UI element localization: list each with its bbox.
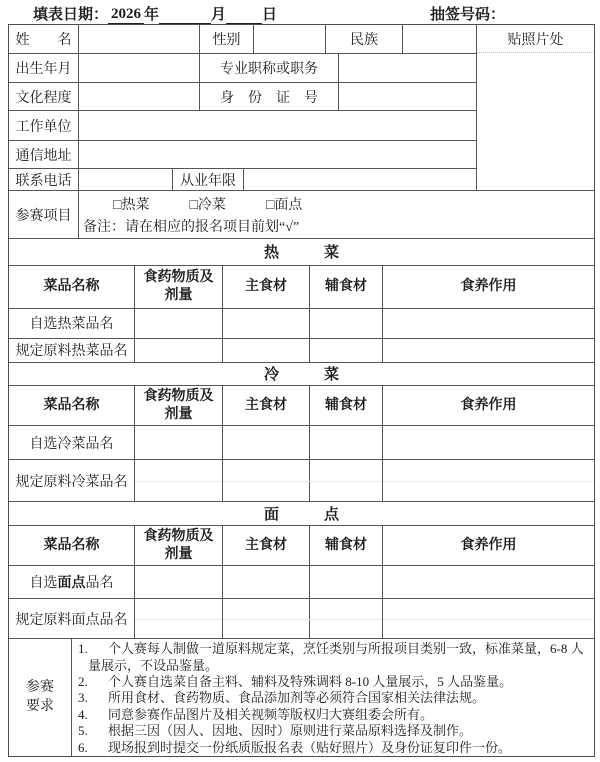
hot-self-aux-cell[interactable] — [310, 309, 383, 338]
cold-self-selected-label — [9, 426, 135, 459]
cold-col-aux-ingredient: 辅食材 — [310, 386, 383, 425]
hot-col-medicinal: 食药物质及剂量 — [135, 266, 223, 308]
photo-area-label: 贴照片处 — [477, 25, 594, 53]
row-phone — [9, 169, 476, 190]
checkbox-option-cold-dish[interactable]: □冷菜 — [189, 197, 226, 213]
label-seg: 自选 — [29, 576, 58, 592]
experience-input-cell[interactable] — [244, 169, 476, 190]
pastry-row-self-selected — [9, 566, 594, 599]
fill-date-year-value[interactable]: 2026 — [108, 6, 144, 24]
pastry-self-aux-cell[interactable] — [310, 566, 383, 598]
month-unit: 月 — [211, 7, 227, 23]
gender-label: 性别 — [200, 25, 254, 53]
hot-required-label — [9, 339, 135, 362]
hot-row-self-selected — [9, 309, 594, 339]
pastry-col-medicinal: 食药物质及剂量 — [135, 526, 223, 565]
row-employer — [9, 111, 476, 141]
cold-required-effect-cell[interactable] — [383, 460, 594, 501]
cold-header-row — [9, 386, 594, 426]
checkbox-option-hot-dish[interactable]: □热菜 — [113, 197, 150, 213]
row-name — [9, 25, 476, 54]
birth-label: 出生年月 — [9, 54, 79, 82]
fill-date-day-blank[interactable] — [226, 8, 262, 24]
pastry-self-effect-cell[interactable] — [383, 566, 594, 598]
ethnicity-label: 民族 — [326, 25, 403, 53]
section-title-cold: 冷 菜 — [9, 363, 594, 387]
education-label: 文化程度 — [9, 83, 79, 110]
label-seg: 自选冷菜品名 — [29, 436, 114, 452]
cold-required-medicinal-cell[interactable] — [135, 460, 223, 501]
section-title-hot: 热 菜 — [9, 239, 594, 266]
pastry-col-aux-ingredient: 辅食材 — [310, 526, 383, 565]
cold-row-required — [9, 460, 594, 502]
requirement-item-2: 个人赛自选菜自备主料、辅料及特殊调料 8-10 人量展示，5 人品鉴量。 — [108, 673, 513, 689]
cold-col-main-ingredient: 主食材 — [223, 386, 310, 425]
year-unit: 年 — [144, 7, 160, 23]
day-unit: 日 — [262, 7, 278, 23]
row-birth — [9, 54, 476, 83]
fill-date-month-blank[interactable] — [159, 8, 211, 24]
pastry-header-row — [9, 526, 594, 566]
pastry-required-label — [9, 599, 135, 638]
registration-form-table — [8, 24, 595, 757]
cold-self-aux-cell[interactable] — [310, 426, 383, 459]
hot-self-medicinal-cell[interactable] — [135, 309, 223, 338]
requirement-item-1: 个人赛每人制做一道原料规定菜，烹饪类别与所报项目类别一致，标准菜量，6-8 人量展示，不设品鉴量。 — [88, 641, 584, 673]
phone-input-cell[interactable] — [79, 169, 173, 190]
project-note: 备注：请在相应的报名项目前划“√” — [83, 219, 300, 235]
row-address — [9, 141, 476, 169]
education-input-cell[interactable] — [79, 83, 200, 110]
cold-row-self-selected — [9, 426, 594, 460]
label-seg: 规定原料面点品名 — [15, 612, 128, 628]
pastry-col-dish-name: 菜品名称 — [9, 526, 135, 565]
row-education — [9, 83, 476, 111]
form-header-line — [0, 0, 600, 24]
label-seg: 品名 — [85, 576, 114, 592]
photo-paste-space[interactable] — [477, 53, 594, 190]
id-number-label: 身 份 证 号 — [200, 83, 339, 110]
address-input-cell[interactable] — [79, 141, 476, 168]
cold-required-main-cell[interactable] — [223, 460, 310, 501]
cold-required-label — [9, 460, 135, 501]
gender-input-cell[interactable] — [254, 25, 326, 53]
cold-self-medicinal-cell[interactable] — [135, 426, 223, 459]
name-input-cell[interactable] — [79, 25, 200, 53]
label-seg: 规定原料冷菜品名 — [15, 474, 128, 490]
pastry-required-medicinal-cell[interactable] — [135, 599, 223, 638]
pastry-self-medicinal-cell[interactable] — [135, 566, 223, 598]
hot-required-main-cell[interactable] — [223, 339, 310, 362]
id-number-input-cell[interactable] — [339, 83, 476, 110]
photo-area — [477, 25, 594, 190]
employer-label: 工作单位 — [9, 111, 79, 140]
name-label: 姓 名 — [9, 25, 79, 53]
cold-col-nutrition-effect: 食养作用 — [460, 398, 517, 414]
pastry-col-nutrition-effect: 食养作用 — [460, 537, 517, 553]
project-options-cell — [79, 191, 594, 238]
experience-label: 从业年限 — [173, 169, 244, 190]
hot-col-dish-name: 菜品名称 — [9, 266, 135, 308]
cold-self-effect-cell[interactable] — [383, 426, 594, 459]
checkbox-option-pastry[interactable]: □面点 — [265, 197, 303, 213]
cold-required-aux-cell[interactable] — [310, 460, 383, 501]
hot-self-selected-label — [9, 309, 135, 338]
fill-date-label: 填表日期： — [33, 7, 109, 23]
fill-date — [33, 3, 277, 24]
project-label: 参赛项目 — [9, 191, 79, 238]
hot-required-effect-cell[interactable] — [383, 339, 594, 362]
birth-input-cell[interactable] — [79, 54, 200, 82]
job-title-label: 专业职称或职务 — [200, 54, 339, 82]
address-label: 通信地址 — [9, 141, 79, 168]
hot-row-required — [9, 339, 594, 363]
requirement-item-5: 根据三因（因人、因地、因时）原则进行菜品原料选择及制作。 — [108, 723, 473, 739]
employer-input-cell[interactable] — [79, 111, 476, 140]
ethnicity-input-cell[interactable] — [403, 25, 476, 53]
personal-info-block — [9, 25, 594, 191]
requirements-label: 参赛要求 — [9, 639, 72, 756]
requirements-content — [72, 639, 594, 756]
requirements-row — [9, 639, 594, 756]
label-seg: 自选热菜品名 — [29, 317, 114, 333]
hot-header-row — [9, 266, 594, 309]
hot-self-main-cell[interactable] — [223, 309, 310, 338]
hot-required-medicinal-cell[interactable] — [135, 339, 223, 362]
lottery-number-label: 抽签号码： — [430, 7, 506, 23]
cold-col-dish-name: 菜品名称 — [9, 386, 135, 425]
requirement-item-3: 所用食材、食药物质、食品添加剂等必须符合国家相关法律法规。 — [108, 690, 486, 706]
hot-col-main-ingredient: 主食材 — [223, 266, 310, 308]
pastry-required-main-cell[interactable] — [223, 599, 310, 638]
phone-label: 联系电话 — [9, 169, 79, 190]
requirement-item-6: 现场报到时提交一份纸质版报名表（贴好照片）及身份证复印件一份。 — [108, 739, 512, 755]
project-selection-row — [9, 191, 594, 239]
pastry-self-main-cell[interactable] — [223, 566, 310, 598]
cold-self-main-cell[interactable] — [223, 426, 310, 459]
pastry-required-aux-cell[interactable] — [310, 599, 383, 638]
label-seg-bold: 面点 — [57, 576, 86, 592]
section-title-pastry: 面 点 — [9, 502, 594, 526]
cold-col-medicinal: 食药物质及剂量 — [135, 386, 223, 425]
requirement-item-4: 同意参赛作品图片及相关视频等版权归大赛组委会所有。 — [108, 706, 434, 722]
pastry-self-selected-label — [9, 566, 135, 598]
pastry-col-main-ingredient: 主食材 — [223, 526, 310, 565]
hot-self-effect-cell[interactable] — [383, 309, 594, 338]
hot-required-aux-cell[interactable] — [310, 339, 383, 362]
pastry-required-effect-cell[interactable] — [383, 599, 594, 638]
label-seg: 规定原料热菜品名 — [15, 344, 128, 360]
job-title-input-cell[interactable] — [339, 54, 476, 82]
hot-col-nutrition-effect: 食养作用 — [460, 278, 517, 294]
pastry-row-required — [9, 599, 594, 639]
hot-col-aux-ingredient: 辅食材 — [310, 266, 383, 308]
